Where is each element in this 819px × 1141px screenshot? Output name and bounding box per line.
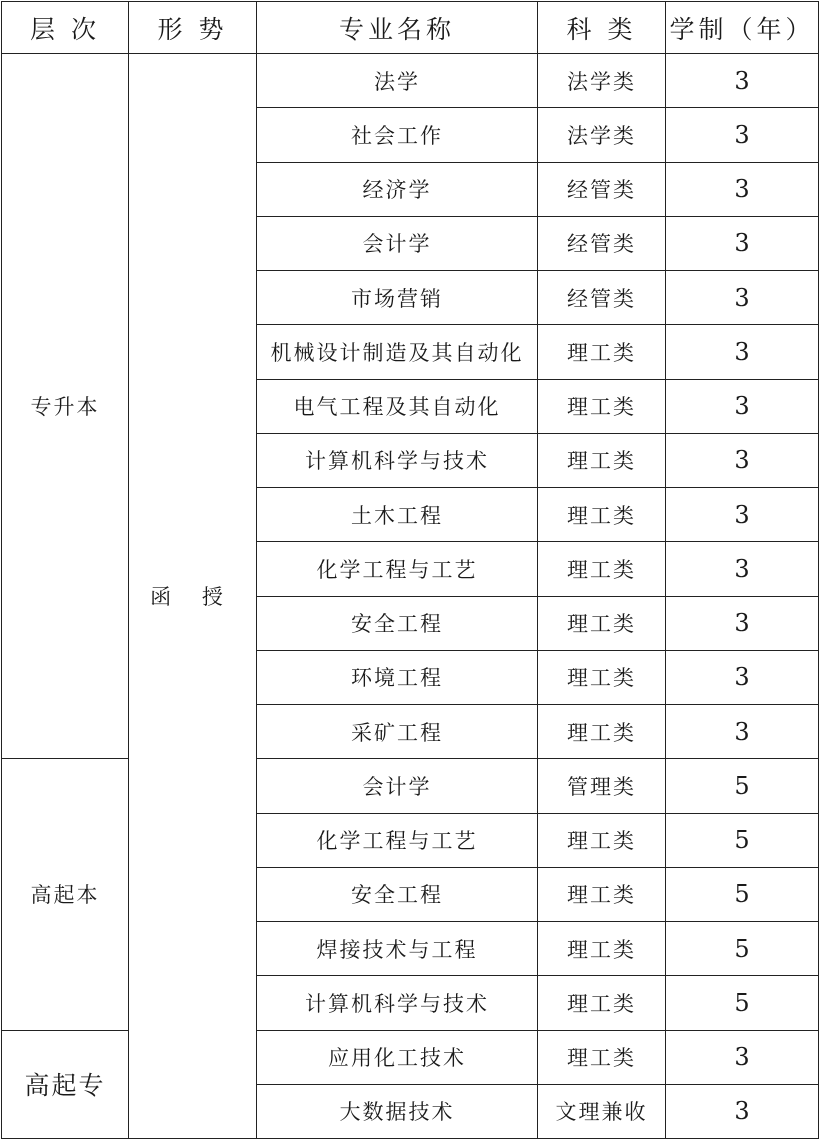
duration-cell: 5 [666, 922, 819, 976]
major-name-cell: 法学 [257, 54, 538, 108]
major-name-cell: 经济学 [257, 162, 538, 216]
category-cell: 理工类 [538, 976, 666, 1030]
major-name-cell: 计算机科学与技术 [257, 433, 538, 487]
category-cell: 法学类 [538, 108, 666, 162]
duration-cell: 3 [666, 216, 819, 270]
table-row [2, 1030, 819, 1084]
major-name-cell: 大数据技术 [257, 1084, 538, 1138]
header-level: 层 次 [2, 2, 129, 54]
category-cell: 理工类 [538, 922, 666, 976]
major-name-cell: 市场营销 [257, 271, 538, 325]
major-name-cell: 土木工程 [257, 488, 538, 542]
major-name-cell: 会计学 [257, 216, 538, 270]
major-name-cell: 计算机科学与技术 [257, 976, 538, 1030]
category-cell: 理工类 [538, 705, 666, 759]
duration-cell: 5 [666, 976, 819, 1030]
table-header [2, 2, 819, 54]
category-cell: 理工类 [538, 325, 666, 379]
duration-cell: 3 [666, 1084, 819, 1138]
category-cell: 经管类 [538, 216, 666, 270]
major-name-cell: 安全工程 [257, 867, 538, 921]
category-cell: 经管类 [538, 271, 666, 325]
major-name-cell: 电气工程及其自动化 [257, 379, 538, 433]
form-cell: 函 授 [129, 54, 257, 1139]
table-body [2, 54, 819, 1139]
category-cell: 理工类 [538, 379, 666, 433]
major-name-cell: 化学工程与工艺 [257, 542, 538, 596]
category-cell: 理工类 [538, 1030, 666, 1084]
enrollment-table [1, 1, 819, 1139]
category-cell: 理工类 [538, 813, 666, 867]
table-row [2, 54, 819, 108]
duration-cell: 3 [666, 433, 819, 487]
major-name-cell: 会计学 [257, 759, 538, 813]
category-cell: 理工类 [538, 488, 666, 542]
table-row [2, 759, 819, 813]
major-name-cell: 化学工程与工艺 [257, 813, 538, 867]
duration-cell: 3 [666, 162, 819, 216]
duration-cell: 3 [666, 108, 819, 162]
header-category: 科 类 [538, 2, 666, 54]
duration-cell: 3 [666, 271, 819, 325]
level-cell: 专升本 [2, 54, 129, 759]
category-cell: 理工类 [538, 542, 666, 596]
duration-cell: 3 [666, 596, 819, 650]
category-cell: 法学类 [538, 54, 666, 108]
major-name-cell: 应用化工技术 [257, 1030, 538, 1084]
major-name-cell: 机械设计制造及其自动化 [257, 325, 538, 379]
duration-cell: 5 [666, 813, 819, 867]
category-cell: 管理类 [538, 759, 666, 813]
duration-cell: 3 [666, 379, 819, 433]
header-duration: 学制（年） [666, 2, 819, 54]
duration-cell: 3 [666, 705, 819, 759]
duration-cell: 5 [666, 867, 819, 921]
major-name-cell: 焊接技术与工程 [257, 922, 538, 976]
category-cell: 文理兼收 [538, 1084, 666, 1138]
duration-cell: 3 [666, 1030, 819, 1084]
duration-cell: 5 [666, 759, 819, 813]
major-name-cell: 安全工程 [257, 596, 538, 650]
duration-cell: 3 [666, 325, 819, 379]
category-cell: 理工类 [538, 596, 666, 650]
category-cell: 理工类 [538, 433, 666, 487]
duration-cell: 3 [666, 54, 819, 108]
duration-cell: 3 [666, 650, 819, 704]
header-form: 形 势 [129, 2, 257, 54]
major-name-cell: 采矿工程 [257, 705, 538, 759]
major-name-cell: 环境工程 [257, 650, 538, 704]
duration-cell: 3 [666, 488, 819, 542]
major-name-cell: 社会工作 [257, 108, 538, 162]
level-cell: 高起专 [2, 1030, 129, 1139]
category-cell: 理工类 [538, 650, 666, 704]
header-row [2, 2, 819, 54]
category-cell: 理工类 [538, 867, 666, 921]
header-major-name: 专业名称 [257, 2, 538, 54]
category-cell: 经管类 [538, 162, 666, 216]
level-cell: 高起本 [2, 759, 129, 1030]
duration-cell: 3 [666, 542, 819, 596]
